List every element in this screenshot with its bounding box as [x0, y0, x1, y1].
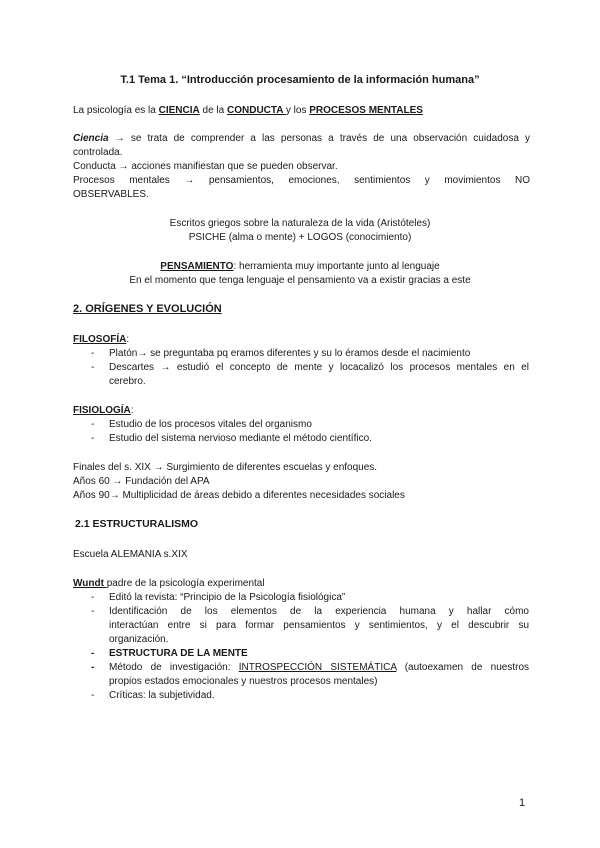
fisiologia-item-2: Estudio del sistema nervioso mediante el método científico.: [109, 433, 372, 444]
wundt-line: [73, 577, 265, 590]
bullet-dash: -: [91, 592, 95, 603]
bullet-dash: -: [91, 648, 95, 659]
procesos-definition-line-1: Procesos mentales → pensamientos, emociones, sentimientos y movimientos NO: [73, 175, 530, 186]
wundt-item-identificacion-2: interactúan entre si para formar pensamientos y sentimientos, y el descubrir su: [109, 620, 529, 631]
filosofia-item-descartes-cont: cerebro.: [109, 376, 146, 387]
wundt-item-identificacion-1: Identificación de los elementos de la experiencia humana y hallar cómo: [109, 606, 529, 617]
bullet-dash: -: [91, 362, 95, 373]
timeline-item-1: Finales del s. XIX → Surgimiento de diferentes escuelas y enfoques.: [73, 462, 378, 473]
pensamiento-text: : herramienta muy importante junto al lenguaje: [233, 261, 440, 272]
intro-text-3: y los: [285, 105, 310, 116]
ciencia-definition-line-1: [73, 132, 530, 145]
term-procesos-mentales: PROCESOS MENTALES: [309, 105, 423, 116]
wundt-item-revista: Editó la revista: “Principio de la Psicología fisiológica”: [109, 592, 346, 603]
pensamiento-line: [0, 260, 600, 273]
intro-definition: [73, 104, 423, 117]
timeline-item-2: Años 60 → Fundación del APA: [73, 476, 210, 487]
document-title: T.1 Tema 1. “Introducción procesamiento de la información humana”: [120, 74, 480, 86]
greek-writings-line: Escritos griegos sobre la naturaleza de la vida (Aristóteles): [169, 218, 431, 229]
section-heading-origenes: 2. ORÍGENES Y EVOLUCIÓN: [73, 303, 222, 315]
wundt-item-metodo-2: propios estados emocionales y nuestros procesos mentales): [109, 676, 378, 687]
intro-text-1: La psicología es la: [73, 105, 159, 116]
bullet-dash: -: [91, 419, 95, 430]
wundt-item-identificacion-3: organización.: [109, 634, 169, 645]
filosofia-heading: FILOSOFÍA:: [73, 334, 130, 345]
filosofia-label: FILOSOFÍA: [73, 334, 127, 345]
bullet-dash: -: [91, 662, 95, 673]
wundt-item-estructura: ESTRUCTURA DE LA MENTE: [109, 648, 248, 659]
intro-text-2: de la: [199, 105, 227, 116]
metodo-text: Método de investigación:: [109, 662, 239, 673]
bullet-dash: -: [91, 690, 95, 701]
filosofia-item-platon: Platón→ se preguntaba pq eramos diferentes y su lo éramos desde el nacimiento: [109, 348, 471, 359]
term-ciencia: CIENCIA: [158, 105, 200, 116]
section-heading-estructuralismo: 2.1 ESTRUCTURALISMO: [75, 518, 199, 530]
conducta-definition: Conducta → acciones manifiestan que se pueden observar.: [73, 161, 338, 172]
bullet-dash: -: [91, 606, 95, 617]
term-pensamiento: PENSAMIENTO: [160, 261, 234, 272]
wundt-item-metodo-1: [109, 661, 529, 674]
fisiologia-label: FISIOLOGÍA: [73, 405, 131, 416]
lenguaje-line: En el momento que tenga lenguaje el pensamiento va a existir gracias a este: [129, 275, 471, 286]
procesos-definition-line-2: OBSERVABLES.: [73, 189, 149, 200]
escuela-line: Escuela ALEMANIA s.XIX: [73, 549, 188, 560]
term-conducta: CONDUCTA: [227, 105, 286, 116]
timeline-item-3: Años 90→ Multiplicidad de áreas debido a diferentes necesidades sociales: [73, 490, 405, 501]
psiche-logos-line: PSICHE (alma o mente) + LOGOS (conocimiento): [188, 232, 412, 243]
ciencia-label: Ciencia: [73, 133, 109, 144]
ciencia-text: → se trata de comprender a las personas a través de una observación cuidadosa y: [108, 133, 530, 144]
metodo-text-2: (autoexamen de nuestros: [396, 662, 530, 673]
wundt-item-criticas: Críticas: la subjetividad.: [109, 690, 215, 701]
ciencia-definition-line-2: controlada.: [73, 147, 123, 158]
fisiologia-heading: FISIOLOGÍA:: [73, 405, 134, 416]
wundt-text: padre de la psicología experimental: [106, 578, 265, 589]
bullet-dash: -: [91, 433, 95, 444]
term-wundt: Wundt: [73, 578, 107, 589]
term-introspeccion: INTROSPECCIÓN SISTEMÁTICA: [238, 662, 397, 673]
filosofia-item-descartes: Descartes → estudió el concepto de mente y locacalizó los procesos mentales en el: [109, 362, 529, 373]
fisiologia-item-1: Estudio de los procesos vitales del organismo: [109, 419, 312, 430]
bullet-dash: -: [91, 348, 95, 359]
page-number: 1: [519, 797, 526, 809]
